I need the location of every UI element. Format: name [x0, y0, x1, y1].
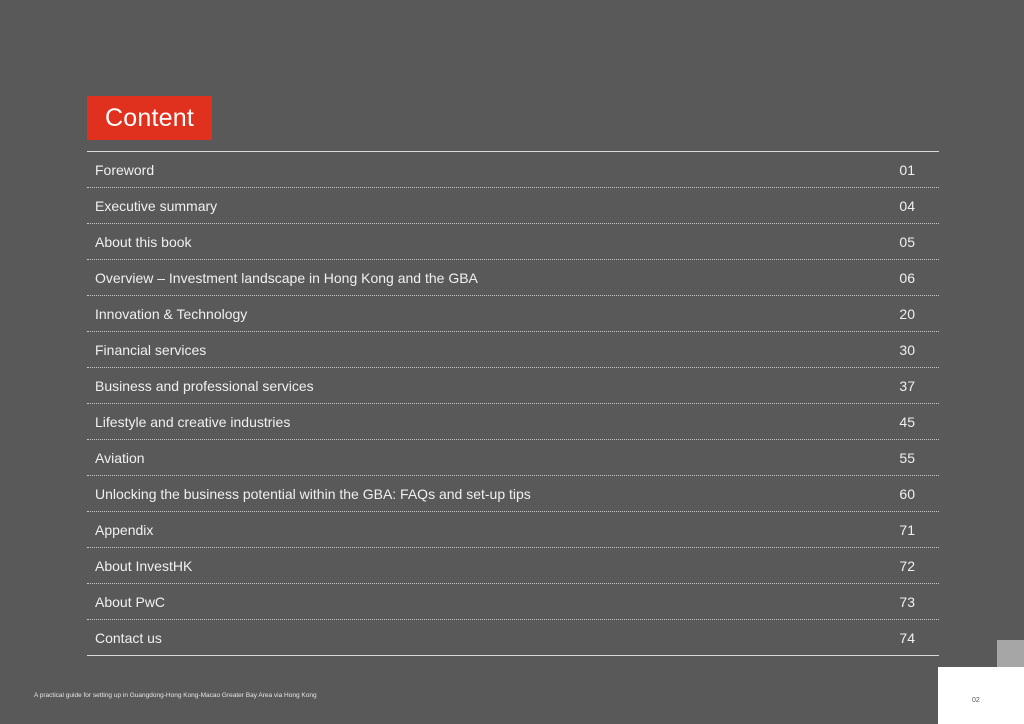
toc-item-business-professional-services[interactable]: [87, 368, 939, 404]
toc-item-label: Innovation & Technology: [95, 305, 248, 322]
toc-item-page-number: 55: [899, 449, 915, 466]
toc-item-label: Overview – Investment landscape in Hong Kong and the GBA: [95, 269, 478, 286]
page-title: Content: [87, 96, 212, 140]
toc-item-page-number: 72: [899, 557, 915, 574]
toc-item-unlocking-business-potential[interactable]: [87, 476, 939, 512]
toc-item-label: Executive summary: [95, 197, 218, 214]
table-of-contents: [87, 152, 939, 656]
toc-item-page-number: 60: [899, 485, 915, 502]
toc-item-innovation-technology[interactable]: [87, 296, 939, 332]
toc-item-page-number: 71: [899, 521, 915, 538]
toc-item-foreword[interactable]: [87, 152, 939, 188]
toc-item-page-number: 74: [899, 629, 915, 646]
toc-item-page-number: 01: [899, 161, 915, 178]
toc-item-about-pwc[interactable]: [87, 584, 939, 620]
toc-item-page-number: 45: [899, 413, 915, 430]
toc-item-about-this-book[interactable]: [87, 224, 939, 260]
toc-item-label: Aviation: [95, 449, 145, 466]
toc-item-page-number: 37: [899, 377, 915, 394]
toc-item-label: About this book: [95, 233, 192, 250]
toc-item-page-number: 73: [899, 593, 915, 610]
toc-item-executive-summary[interactable]: [87, 188, 939, 224]
toc-item-label: Unlocking the business potential within the GBA: FAQs and set-up tips: [95, 485, 531, 502]
toc-item-label: Foreword: [95, 161, 155, 178]
corner-decoration: [997, 640, 1024, 667]
toc-item-page-number: 20: [899, 305, 915, 322]
toc-item-label: Contact us: [95, 629, 162, 646]
toc-item-label: Lifestyle and creative industries: [95, 413, 291, 430]
toc-item-appendix[interactable]: [87, 512, 939, 548]
toc-item-contact-us[interactable]: [87, 620, 939, 656]
toc-item-page-number: 06: [899, 269, 915, 286]
toc-item-overview[interactable]: [87, 260, 939, 296]
page-number: 02: [972, 697, 980, 704]
toc-item-label: Business and professional services: [95, 377, 314, 394]
page-number-tab: [938, 667, 1024, 724]
toc-item-page-number: 05: [899, 233, 915, 250]
toc-item-label: Financial services: [95, 341, 207, 358]
toc-item-label: Appendix: [95, 521, 154, 538]
footer-text: A practical guide for setting up in Guangdong-Hong Kong-Macao Greater Bay Area via Hong Kong: [34, 692, 317, 699]
toc-item-label: About PwC: [95, 593, 166, 610]
toc-item-page-number: 30: [899, 341, 915, 358]
toc-item-lifestyle-creative-industries[interactable]: [87, 404, 939, 440]
toc-item-aviation[interactable]: [87, 440, 939, 476]
toc-item-financial-services[interactable]: [87, 332, 939, 368]
toc-item-about-investhk[interactable]: [87, 548, 939, 584]
toc-item-page-number: 04: [899, 197, 915, 214]
toc-item-label: About InvestHK: [95, 557, 193, 574]
